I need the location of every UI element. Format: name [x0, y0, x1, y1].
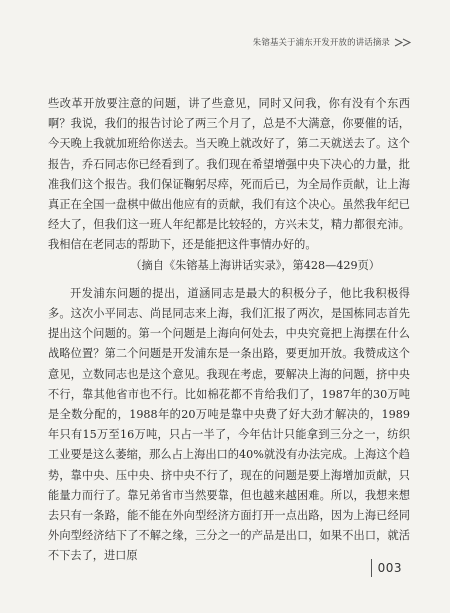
- citation: （摘自《朱镕基上海讲话实录》，第428—429页）: [130, 258, 380, 272]
- paragraph-2: 开发浦东问题的提出，道涵同志是最大的积极分子，他比我积极得多。这次小平同志、尚昆同志来上海，我们汇报了两次，是国栋同志首先提出这个问题的。第一个问题是上海向何处去，中央究竟把上海摆在什么战略位置？第二个问题是开发浦东是一条出路，要更加开放。我赞成这个意见，立数同志也是这个意见。我现在考虑，要解决上海的问题，挤中央不行，靠其他省市也不行。比如棉花都不肯给我们了，1987年的30万吨是全数分配的，1988年的20万吨是靠中央费了好大劲才解决的，1989年只有15万至16万吨，只占一半了，今年估计只能拿到三分之一，纺织工业要是这么萎缩，那么占上海出口的40%就没有办法完成。上海这个趋势，靠中央、压中央、挤中央不行了，现在的问题是要上海增加贡献，只能量力而行了。靠兄弟省市当然要靠，但也越来越困难。所以，我想来想去只有一条路，能不能在外向型经济方面打开一点出路，因为上海已经同外向型经济结下了不解之缘，三分之一的产品是出口，如果不出口，就活不下去了，进口原: [48, 286, 410, 563]
- body-text: [48, 94, 410, 567]
- running-header-title: 朱镕基关于浦东开发开放的讲话摘录: [252, 37, 390, 47]
- footer-divider: [371, 559, 372, 577]
- page-footer: [371, 559, 402, 577]
- running-header: [253, 36, 414, 48]
- page-number: 003: [377, 561, 402, 575]
- paragraph-1: 些改革开放要注意的问题，讲了些意见，同时又问我，你有没有个东西啊？我说，我们的报告讨论了两三个月了，总是不大满意，你要催的话，今天晚上我就加班给你送去。当天晚上就改好了，第二天就送去了。这个报告，乔石同志你已经看到了。我们现在希望增强中央下决心的力量，批准我们这个报告。我们保证鞠躬尽瘁，死而后已，为全局作贡献，让上海真正在全国一盘棋中做出他应有的贡献，我们有这个决心。虽然我年纪已经大了，但我们这一班人年纪都是比较轻的，方兴未艾，精力都很充沛。我相信在老同志的帮助下，还是能把这件事情办好的。: [48, 97, 410, 252]
- double-chevron-right-icon: [394, 38, 414, 47]
